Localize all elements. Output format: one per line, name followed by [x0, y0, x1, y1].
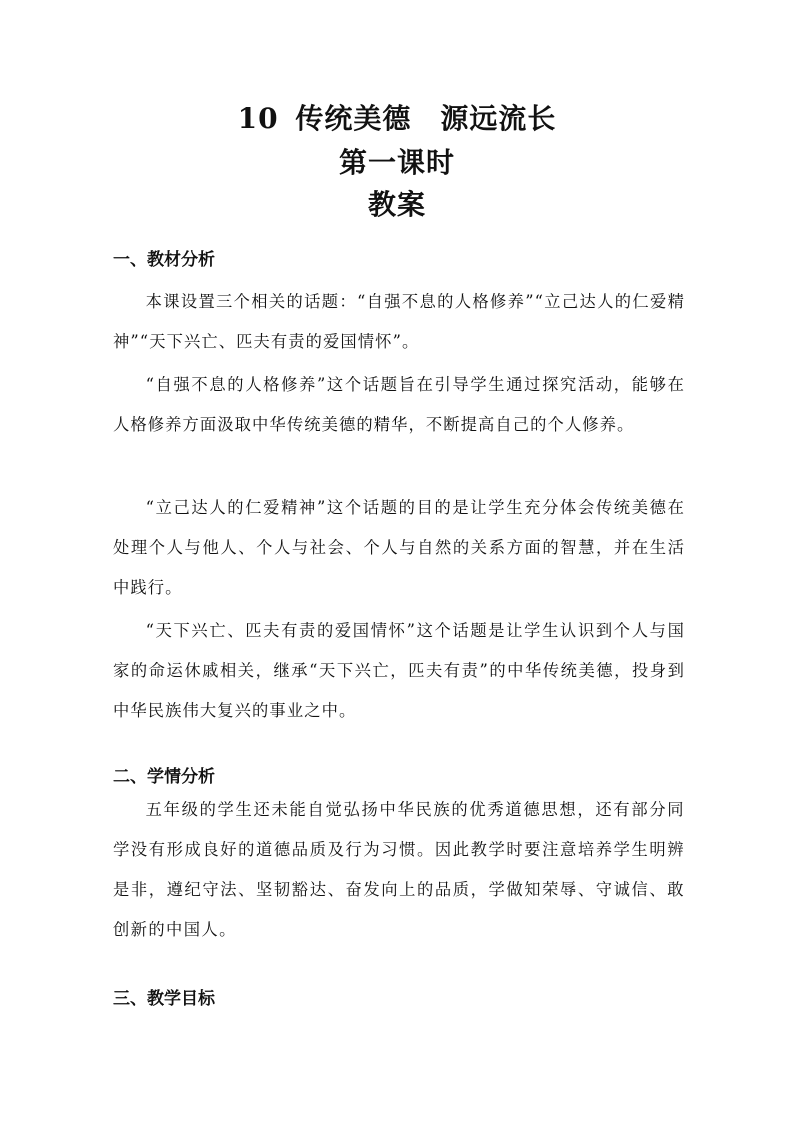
paragraph-patriotism: “天下兴亡、匹夫有责的爱国情怀”这个话题是让学生认识到个人与国家的命运休戚相关，继承“天下兴亡，匹夫有责”的中华传统美德，投身到中华民族伟大复兴的事业之中。: [113, 621, 685, 720]
section-heading-textbook-analysis: 一、教材分析: [113, 250, 215, 270]
paragraph-student-analysis: 五年级的学生还未能自觉弘扬中华民族的优秀道德思想，还有部分同学没有形成良好的道德品质及行为习惯。因此教学时要注意培养学生明辨是非，遵纪守法、坚韧豁达、奋发向上的品质，学做知荣辱、守诚信、敢创新的中国人。: [113, 800, 685, 939]
section-heading-teaching-goals: 三、教学目标: [113, 989, 215, 1009]
document-title: 10 传统美德 源远流长: [237, 102, 557, 135]
paragraph-benevolence: “立己达人的仁爱精神”这个话题的目的是让学生充分体会传统美德在处理个人与他人、个人与社会、个人与自然的关系方面的智慧，并在生活中践行。: [113, 498, 685, 597]
lesson-subtitle: 第一课时: [338, 146, 455, 179]
section-heading-student-analysis: 二、学情分析: [113, 767, 215, 787]
document-type-label: 教案: [367, 188, 426, 221]
paragraph-self-improvement: “自强不息的人格修养”这个话题旨在引导学生通过探究活动，能够在人格修养方面汲取中华传统美德的精华，不断提高自己的个人修养。: [113, 375, 685, 434]
paragraph-topics-overview: 本课设置三个相关的话题：“自强不息的人格修养”“立己达人的仁爱精神”“天下兴亡、匹夫有责的爱国情怀”。: [113, 292, 685, 351]
